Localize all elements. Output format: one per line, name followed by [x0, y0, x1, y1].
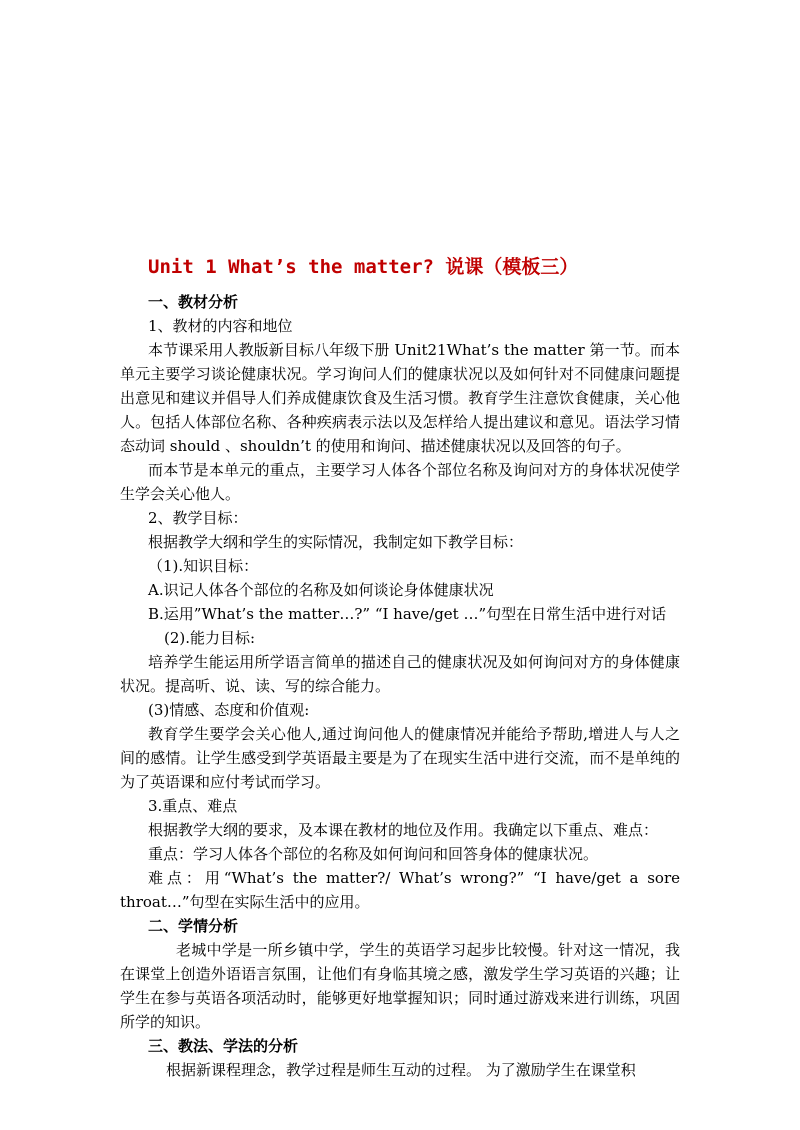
subheading-key-difficult-points: 3.重点、难点 — [148, 797, 238, 815]
knowledge-goal-a: A.识记人体各个部位的名称及如何谈论身体健康状况 — [148, 581, 494, 599]
knowledge-goal-b: B.运用”What’s the matter…?” “I have/get …”句型在日常生活中进行对话 — [148, 605, 667, 623]
ability-goals-heading: (2).能力目标: — [164, 629, 256, 647]
document-title: Unit 1 What’s the matter? 说课（模板三） — [148, 256, 579, 278]
subheading-teaching-goals: 2、教学目标： — [148, 509, 248, 527]
ability-goals-text: 培养学生能运用所学语言简单的描述自己的健康状况及如何询问对方的身体健康状况。提高听、说、读、写的综合能力。 — [120, 653, 680, 695]
paragraph-lesson-focus: 而本节是本单元的重点，主要学习人体各个部位名称及询问对方的身体状况使学生学会关心他人。 — [120, 461, 680, 503]
knowledge-goals-heading: （1).知识目标： — [148, 557, 259, 575]
section-heading-textbook-analysis: 一、教材分析 — [148, 293, 239, 311]
key-points-intro: 根据教学大纲的要求，及本课在教材的地位及作用。我确定以下重点、难点： — [148, 821, 659, 839]
paragraph-goals-intro: 根据教学大纲和学生的实际情况，我制定如下教学目标： — [148, 533, 524, 551]
paragraph-student-analysis: 老城中学是一所乡镇中学，学生的英语学习起步比较慢。针对这一情况，我在课堂上创造外语语言氛围，让他们有身临其境之感，激发学生学习英语的兴趣；让学生在参与英语各项活动时，能够更好地掌握知识；同时通过游戏来进行训练，巩固所学的知识。 — [120, 941, 680, 1031]
emotion-goals-heading: (3)情感、态度和价值观: — [148, 701, 310, 719]
document-page — [120, 252, 680, 1082]
section-heading-student-analysis: 二、学情分析 — [148, 917, 239, 935]
paragraph-content-intro: 本节课采用人教版新目标八年级下册 Unit21What’s the matter 第一节。而本单元主要学习谈论健康状况。学习询问人们的健康状况以及如何针对不同健康问题提出意见和建议并倡导人们养成健康饮食及生活习惯。教育学生注意饮食健康，关心他人。包括人体部位名称、各种疾病表示法以及怎样给人提出建议和意见。语法学习情态动词 should 、shouldn’t 的使用和询问、描述健康状况以及回答的句子。 — [120, 341, 680, 455]
paragraph-methods: 根据新课程理念，教学过程是师生互动的过程。 为了激励学生在课堂积 — [166, 1061, 636, 1079]
difficult-point: 难点：用“What’s the matter?/ What’s wrong?” “I have/get a sore throat…”句型在实际生活中的应用。 — [120, 869, 680, 911]
emotion-goals-text: 教育学生要学会关心他人,通过询问他人的健康情况并能给予帮助,增进人与人之间的感情。让学生感受到学英语最主要是为了在现实生活中进行交流，而不是单纯的为了英语课和应付考试而学习。 — [120, 725, 680, 791]
subheading-content-position: 1、教材的内容和地位 — [148, 317, 293, 335]
key-point: 重点：学习人体各个部位的名称及如何询问和回答身体的健康状况。 — [148, 845, 599, 863]
section-heading-methods: 三、教法、学法的分析 — [148, 1037, 299, 1055]
